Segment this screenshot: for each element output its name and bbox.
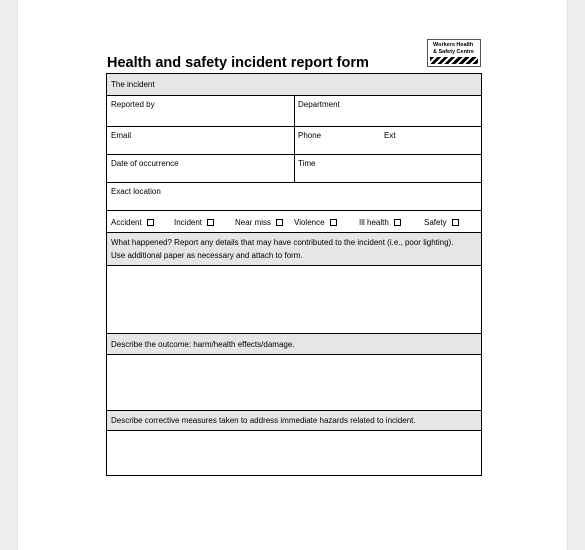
section-header-what-happened (107, 233, 481, 266)
row-incident-types (107, 211, 481, 233)
corrective-prompt: Describe corrective measures taken to address immediate hazards related to incident. (111, 416, 416, 425)
row-date (107, 155, 481, 183)
date-of-occurrence-label: Date of occurrence (111, 159, 179, 168)
type-label: Safety (424, 218, 447, 227)
safety-checkbox[interactable] (452, 219, 459, 226)
exact-location-field[interactable] (107, 183, 481, 211)
type-label: Near miss (235, 218, 272, 227)
what-happened-prompt: What happened? Report any details that may have contributed to the incident (i.e., poor lighting). Use additional paper as necessary and attach to form. (111, 238, 454, 260)
row-reported-by (107, 96, 481, 127)
date-of-occurrence-field[interactable] (107, 155, 295, 182)
section-incident-label: The incident (111, 80, 155, 89)
form-title: Health and safety incident report form (107, 55, 369, 71)
section-header-incident (107, 74, 481, 96)
incident-report-form (106, 73, 482, 476)
time-field[interactable] (295, 155, 481, 182)
ext-label: Ext (384, 131, 396, 140)
violence-checkbox[interactable] (330, 219, 337, 226)
exact-location-label: Exact location (111, 187, 161, 196)
type-ill-health-option[interactable] (359, 217, 401, 228)
section-header-outcome (107, 334, 481, 355)
logo-text: Workers Health & Safety Centre (433, 42, 474, 55)
type-safety-option[interactable] (424, 217, 459, 228)
type-incident-option[interactable] (174, 217, 214, 228)
outcome-answer-area[interactable] (107, 355, 481, 411)
time-label: Time (298, 159, 316, 168)
outcome-prompt: Describe the outcome: harm/health effects/damage. (111, 340, 295, 349)
email-label: Email (111, 131, 132, 140)
phone-label: Phone (298, 131, 322, 140)
type-label: Incident (174, 218, 203, 227)
type-label: Violence (294, 218, 325, 227)
type-label: Accident (111, 218, 142, 227)
email-field[interactable] (107, 127, 295, 154)
corrective-answer-area[interactable] (107, 431, 481, 475)
section-header-corrective (107, 411, 481, 431)
reported-by-field[interactable] (107, 96, 295, 126)
ill-health-checkbox[interactable] (394, 219, 401, 226)
what-happened-answer-area[interactable] (107, 266, 481, 334)
type-label: Ill health (359, 218, 389, 227)
type-accident-option[interactable] (111, 217, 154, 228)
department-label: Department (298, 100, 340, 109)
type-near-miss-option[interactable] (235, 217, 283, 228)
reported-by-label: Reported by (111, 100, 155, 109)
incident-checkbox[interactable] (207, 219, 214, 226)
accident-checkbox[interactable] (147, 219, 154, 226)
type-violence-option[interactable] (294, 217, 337, 228)
phone-field[interactable] (295, 127, 481, 154)
row-email (107, 127, 481, 155)
workers-health-safety-centre-logo (427, 39, 481, 67)
department-field[interactable] (295, 96, 481, 126)
logo-stripe-graphic (430, 57, 478, 64)
near-miss-checkbox[interactable] (276, 219, 283, 226)
